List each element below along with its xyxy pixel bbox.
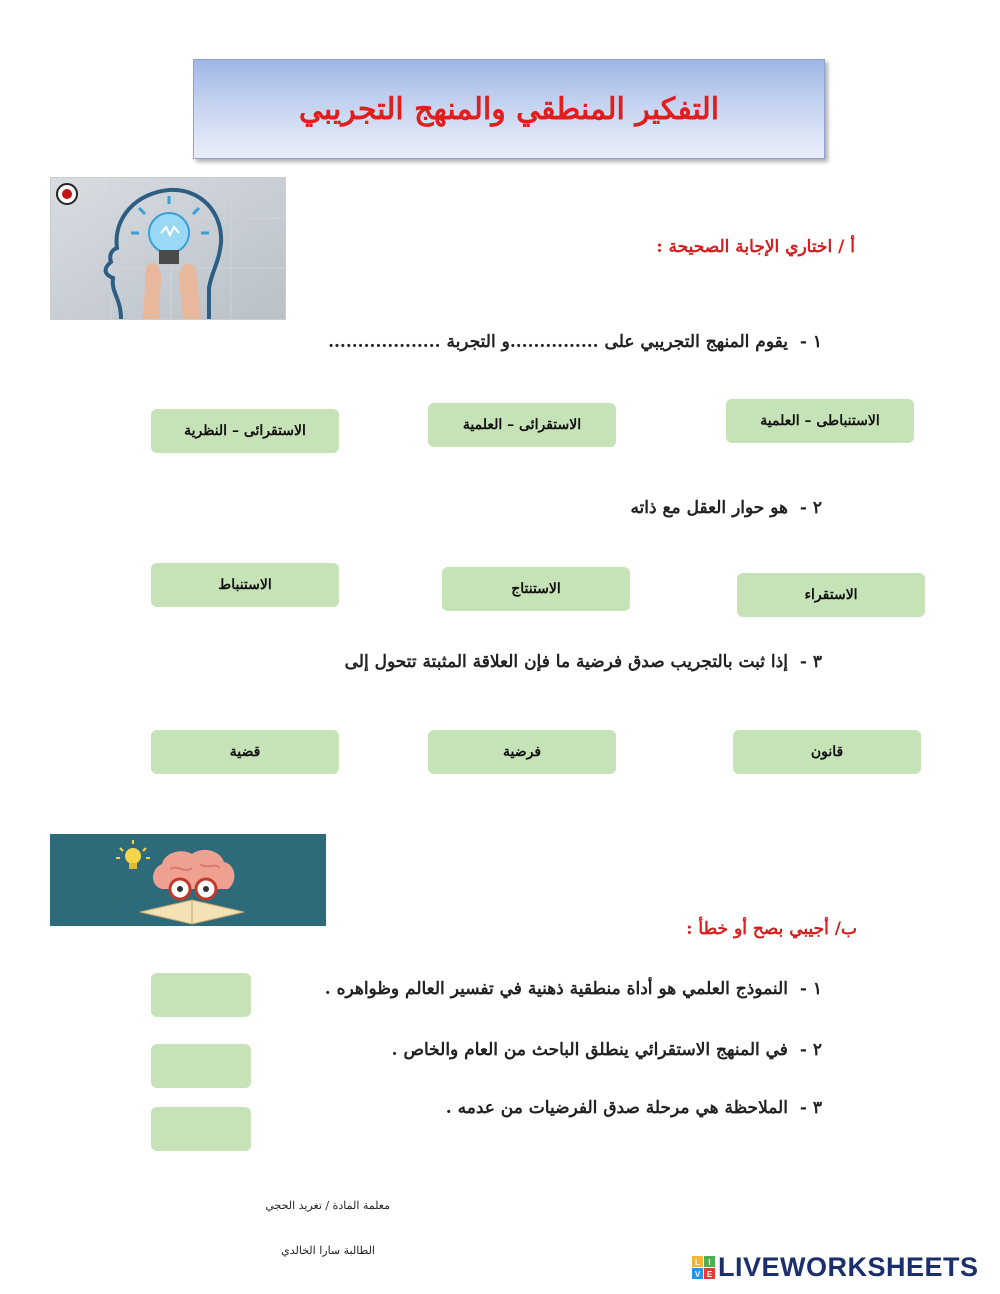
liveworksheets-brand [692,1252,979,1283]
statement-2 [392,1040,822,1060]
title-banner [193,59,825,159]
statement-2-answer-input[interactable] [151,1044,251,1088]
brain-reading-image [50,834,326,926]
q3-option-1[interactable]: قانون [733,730,921,774]
question-3 [345,652,822,672]
question-1-number: ١ - [799,332,822,352]
section-b-heading: ب/ أجيبي بصح أو خطأ : [686,919,857,939]
q2-option-3[interactable]: الاستنباط [151,563,339,607]
question-3-number: ٣ - [799,652,822,672]
q2-option-2[interactable]: الاستنتاج [442,567,630,611]
question-1-text: يقوم المنهج التجريبي على ...............و التجربة ................... [328,332,788,352]
q2-option-1[interactable]: الاستقراء [737,573,925,617]
question-2 [630,498,822,518]
statement-1 [325,979,822,999]
statement-1-text: النموذج العلمي هو أداة منطقية ذهنية في تفسير العالم وظواهره . [324,979,788,999]
lightbulb-icon [116,840,150,869]
svg-text:E: E [706,1269,713,1279]
q1-option-3[interactable]: الاستقرائى – النظرية [151,409,339,453]
brand-name: LIVEWORKSHEETS [718,1252,979,1282]
statement-3-text: الملاحظة هي مرحلة صدق الفرضيات من عدمه . [445,1098,788,1118]
section-a-heading: أ / اختاري الإجابة الصحيحة : [656,237,855,257]
statement-3 [446,1098,822,1118]
statement-1-number: ١ - [799,979,822,999]
question-3-text: إذا ثبت بالتجريب صدق فرضية ما فإن العلاقة المثبتة تتحول إلى [344,652,788,672]
q1-option-1[interactable]: الاستنباطى – العلمية [726,399,914,443]
question-1 [328,332,822,352]
svg-text:V: V [694,1269,701,1279]
liveworksheets-logo-icon [692,1256,716,1280]
page-title: التفكير المنطقي والمنهج التجريبي [298,91,720,127]
statement-2-text: في المنهج الاستقرائي ينطلق الباحث من العام والخاص . [391,1040,788,1060]
q1-option-2[interactable]: الاستقرائى – العلمية [428,403,616,447]
svg-text:I: I [708,1257,711,1267]
q3-option-3[interactable]: قضية [151,730,339,774]
statement-2-number: ٢ - [799,1040,822,1060]
student-name: الطالبة سارا الخالدي [281,1244,375,1257]
statement-3-answer-input[interactable] [151,1107,251,1151]
question-2-number: ٢ - [799,498,822,518]
statement-1-answer-input[interactable] [151,973,251,1017]
lightbulb-head-image [50,177,286,320]
svg-text:L: L [695,1257,700,1267]
teacher-name: معلمة المادة / تغريد الحجي [265,1199,390,1212]
q3-option-2[interactable]: فرضية [428,730,616,774]
question-2-text: هو حوار العقل مع ذاته [630,498,788,518]
statement-3-number: ٣ - [799,1098,822,1118]
